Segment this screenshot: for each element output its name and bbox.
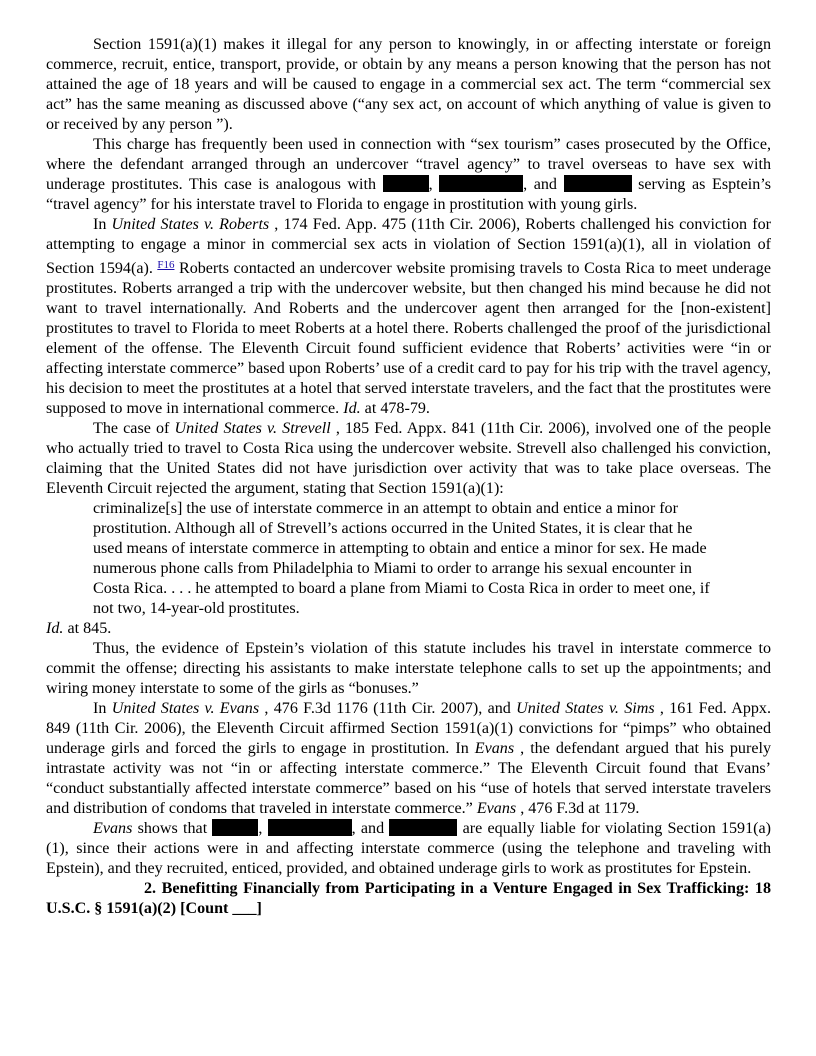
paragraph-roberts: In United States v. Roberts , 174 Fed. App. 475 (11th Cir. 2006), Roberts challenged his conviction for attempting to engage a minor in commercial sex acts in violation of Section 1591(a)(1), all in violation of Section 1594(a). $^{F16}$ Roberts contacted an undercover website promising travels to Costa Rica to meet underage prostitutes. Roberts arranged a trip with the undercover website, but then changed his mind because he did not want to travel internationally. And Roberts and the undercover agent then arranged for the [non-existent] prostitutes to travel to Florida to meet Roberts at a hotel there. Roberts challenged the proof of the jurisdictional element of the offense. The Eleventh Circuit found sufficient evidence that Roberts’ activities were “in or affecting interstate commerce” based upon Roberts’ use of a credit card to pay for his trip with the travel agency, his decision to meet the prostitutes at a hotel that served interstate travelers, and the fact that the prostitutes were supposed to move in international commerce. Id. at 478-79. — [46, 216, 771, 417]
paragraph-epstein-evidence: Thus, the evidence of Epstein’s violation of this statute includes his travel in interstate commerce to commit the offense; directing his assistants to make interstate telephone calls to set up the appointments; and wiring money interstate to some of the girls as “bonuses.” — [46, 640, 771, 697]
case-name: United States v. Strevell — [174, 420, 331, 437]
redaction-block — [439, 175, 523, 192]
redaction-block — [268, 819, 352, 836]
id-cite: Id. — [343, 400, 361, 417]
case-name: United States v. Sims — [516, 700, 655, 717]
case-name: United States v. Roberts — [111, 216, 270, 233]
paragraph-strevell: The case of United States v. Strevell , 185 Fed. Appx. 841 (11th Cir. 2006), involved one of the people who actually tried to travel to Costa Rica using the undercover website. Strevell also challenged his conviction, claiming that the United States did not have jurisdiction over activity that was to take place overseas. The Eleventh Circuit rejected the argument, stating that Section 1591(a)(1): — [46, 420, 772, 497]
document-page — [46, 35, 771, 919]
redaction-block — [564, 175, 632, 192]
redaction-block — [389, 819, 457, 836]
block-quote-citation: Id. at 845. — [46, 620, 112, 637]
case-name: United States v. Evans — [111, 700, 260, 717]
paragraph-evans-sims: In United States v. Evans , 476 F.3d 1176 (11th Cir. 2007), and United States v. Sims , 161 Fed. Appx. 849 (11th Cir. 2006), the Eleventh Circuit affirmed Section 1591(a)(1) convictions for “pimps” who obtained underage girls and forced the girls to engage in prostitution. In Evans , the defendant argued that his purely intrastate activity was not “in or affecting interstate commerce.” The Eleventh Circuit found that Evans’ “conduct substantially affected interstate commerce” based on his “use of hotels that served interstate travelers and distribution of condoms that traveled in interstate commerce.” Evans , 476 F.3d at 1179. — [46, 700, 772, 817]
redaction-block — [383, 175, 429, 192]
case-name: Evans — [93, 820, 133, 837]
block-quote: criminalize[s] the use of interstate commerce in an attempt to obtain and entice a minor for prostitution. Although all of Strevell’s actions occurred in the United States, it is clear that he used means of interstate commerce in attempting to obtain and entice a minor for sex. He made numerous phone calls from Philadelphia to Miami to order to arrange his sexual encounter in Costa Rica. . . . he attempted to board a plane from Miami to Costa Rica in order to meet one, if not two, 14-year-old prostitutes. — [93, 500, 710, 617]
footnote-link[interactable]: F16 — [157, 259, 175, 271]
redaction-block — [212, 819, 258, 836]
section-heading: 2. Benefitting Financially from Participating in a Venture Engaged in Sex Trafficking: 18 U.S.C. § 1591(a)(2) [Count ___] — [46, 880, 771, 917]
paragraph-section-1591: Section 1591(a)(1) makes it illegal for any person to knowingly, in or affecting interstate or foreign commerce, recruit, entice, transport, provide, or obtain by any means a person knowing that the person has not attained the age of 18 years and will be caused to engage in a commercial sex act. The term “commercial sex act” has the same meaning as discussed above (“any sex act, on account of which anything of value is given to or received by any person ”). — [46, 36, 771, 133]
paragraph-evans-liability: Evans shows that , , and are equally liable for violating Section 1591(a)(1), since their actions were in and affecting interstate commerce (using the telephone and traveling with Epstein), and they recruited, enticed, provided, and obtained underage girls to work as prostitutes for Epstein. — [46, 820, 772, 877]
case-name: Evans — [476, 800, 517, 817]
case-name: Evans — [474, 740, 515, 757]
paragraph-sex-tourism: This charge has frequently been used in connection with “sex tourism” cases prosecuted by the Office, where the defendant arranged through an undercover “travel agency” to travel overseas to have sex with underage prostitutes. This case is analogous with , , and serving as Esptein’s “travel agency” for his interstate travel to Florida to engage in prostitution with young girls. — [46, 136, 771, 213]
